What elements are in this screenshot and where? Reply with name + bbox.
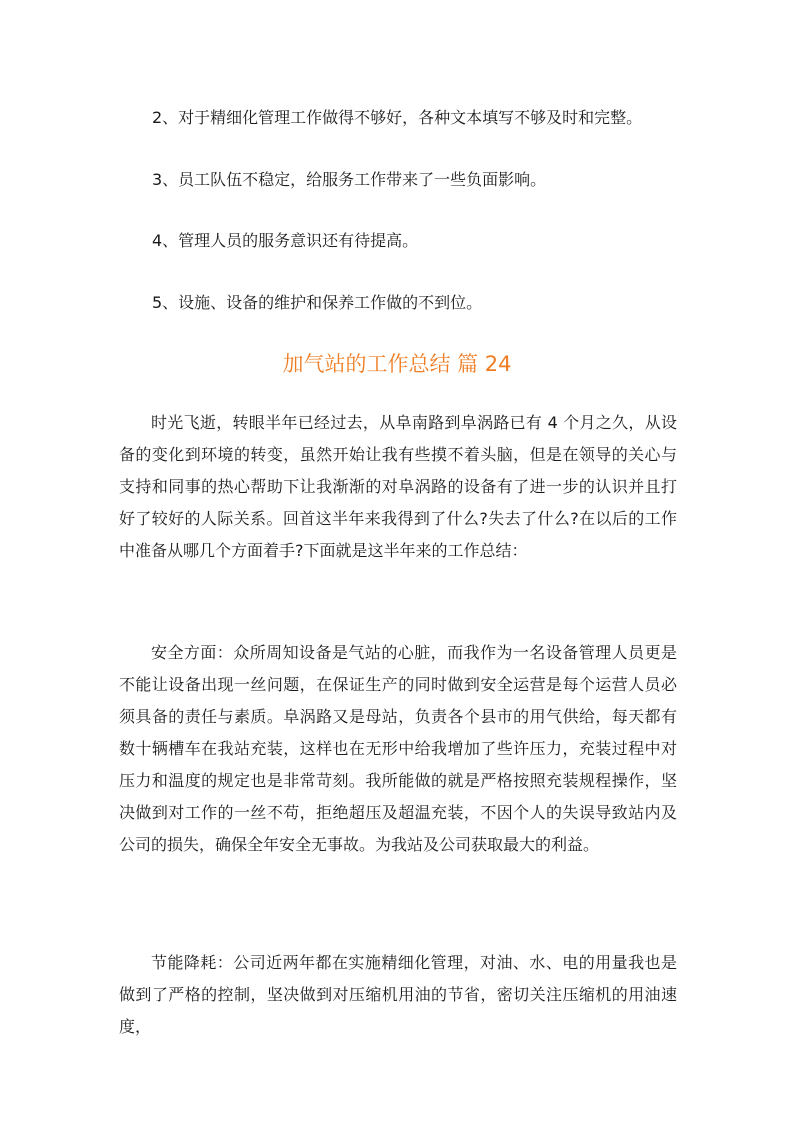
list-item: 5、设施、设备的维护和保养工作做的不到位。 [152,293,483,312]
list-item: 4、管理人员的服务意识还有待提高。 [152,231,419,250]
body-paragraph: 安全方面：众所周知设备是气站的心脏，而我作为一名设备管理人员更是不能让设备出现一丝问题，在保证生产的同时做到安全运营是每个运营人员必须具备的责任与素质。阜涡路又是母站，负责各个县市的用气供给，每天都有数十辆槽车在我站充装，这样也在无形中给我增加了些许压力，充装过程中对压力和温度的规定也是非常苛刻。我所能做的就是严格按照充装规程操作，坚决做到对工作的一丝不苟，拒绝超压及超温充装，不因个人的失误导致站内及公司的损失，确保全年安全无事故。为我站及公司获取最大的利益。 [119,643,677,854]
list-item: 3、员工队伍不稳定，给服务工作带来了一些负面影响。 [152,170,547,189]
body-paragraph: 时光飞逝，转眼半年已经过去，从阜南路到阜涡路已有 4 个月之久，从设备的变化到环境的转变，虽然开始让我有些摸不着头脑，但是在领导的关心与支持和同事的热心帮助下让我渐渐的对阜涡路的设备有了进一步的认识并且打好了较好的人际关系。回首这半年来我得到了什么?失去了什么?在以后的工作中准备从哪几个方面着手?下面就是这半年来的工作总结： [119,413,677,560]
section-heading: 加气站的工作总结 篇 24 [282,352,512,376]
body-paragraph: 节能降耗：公司近两年都在实施精细化管理，对油、水、电的用量我也是做到了严格的控制，坚决做到对压缩机用油的节省，密切关注压缩机的用油速度， [119,953,677,1036]
list-item: 2、对于精细化管理工作做得不够好，各种文本填写不够及时和完整。 [152,108,643,127]
